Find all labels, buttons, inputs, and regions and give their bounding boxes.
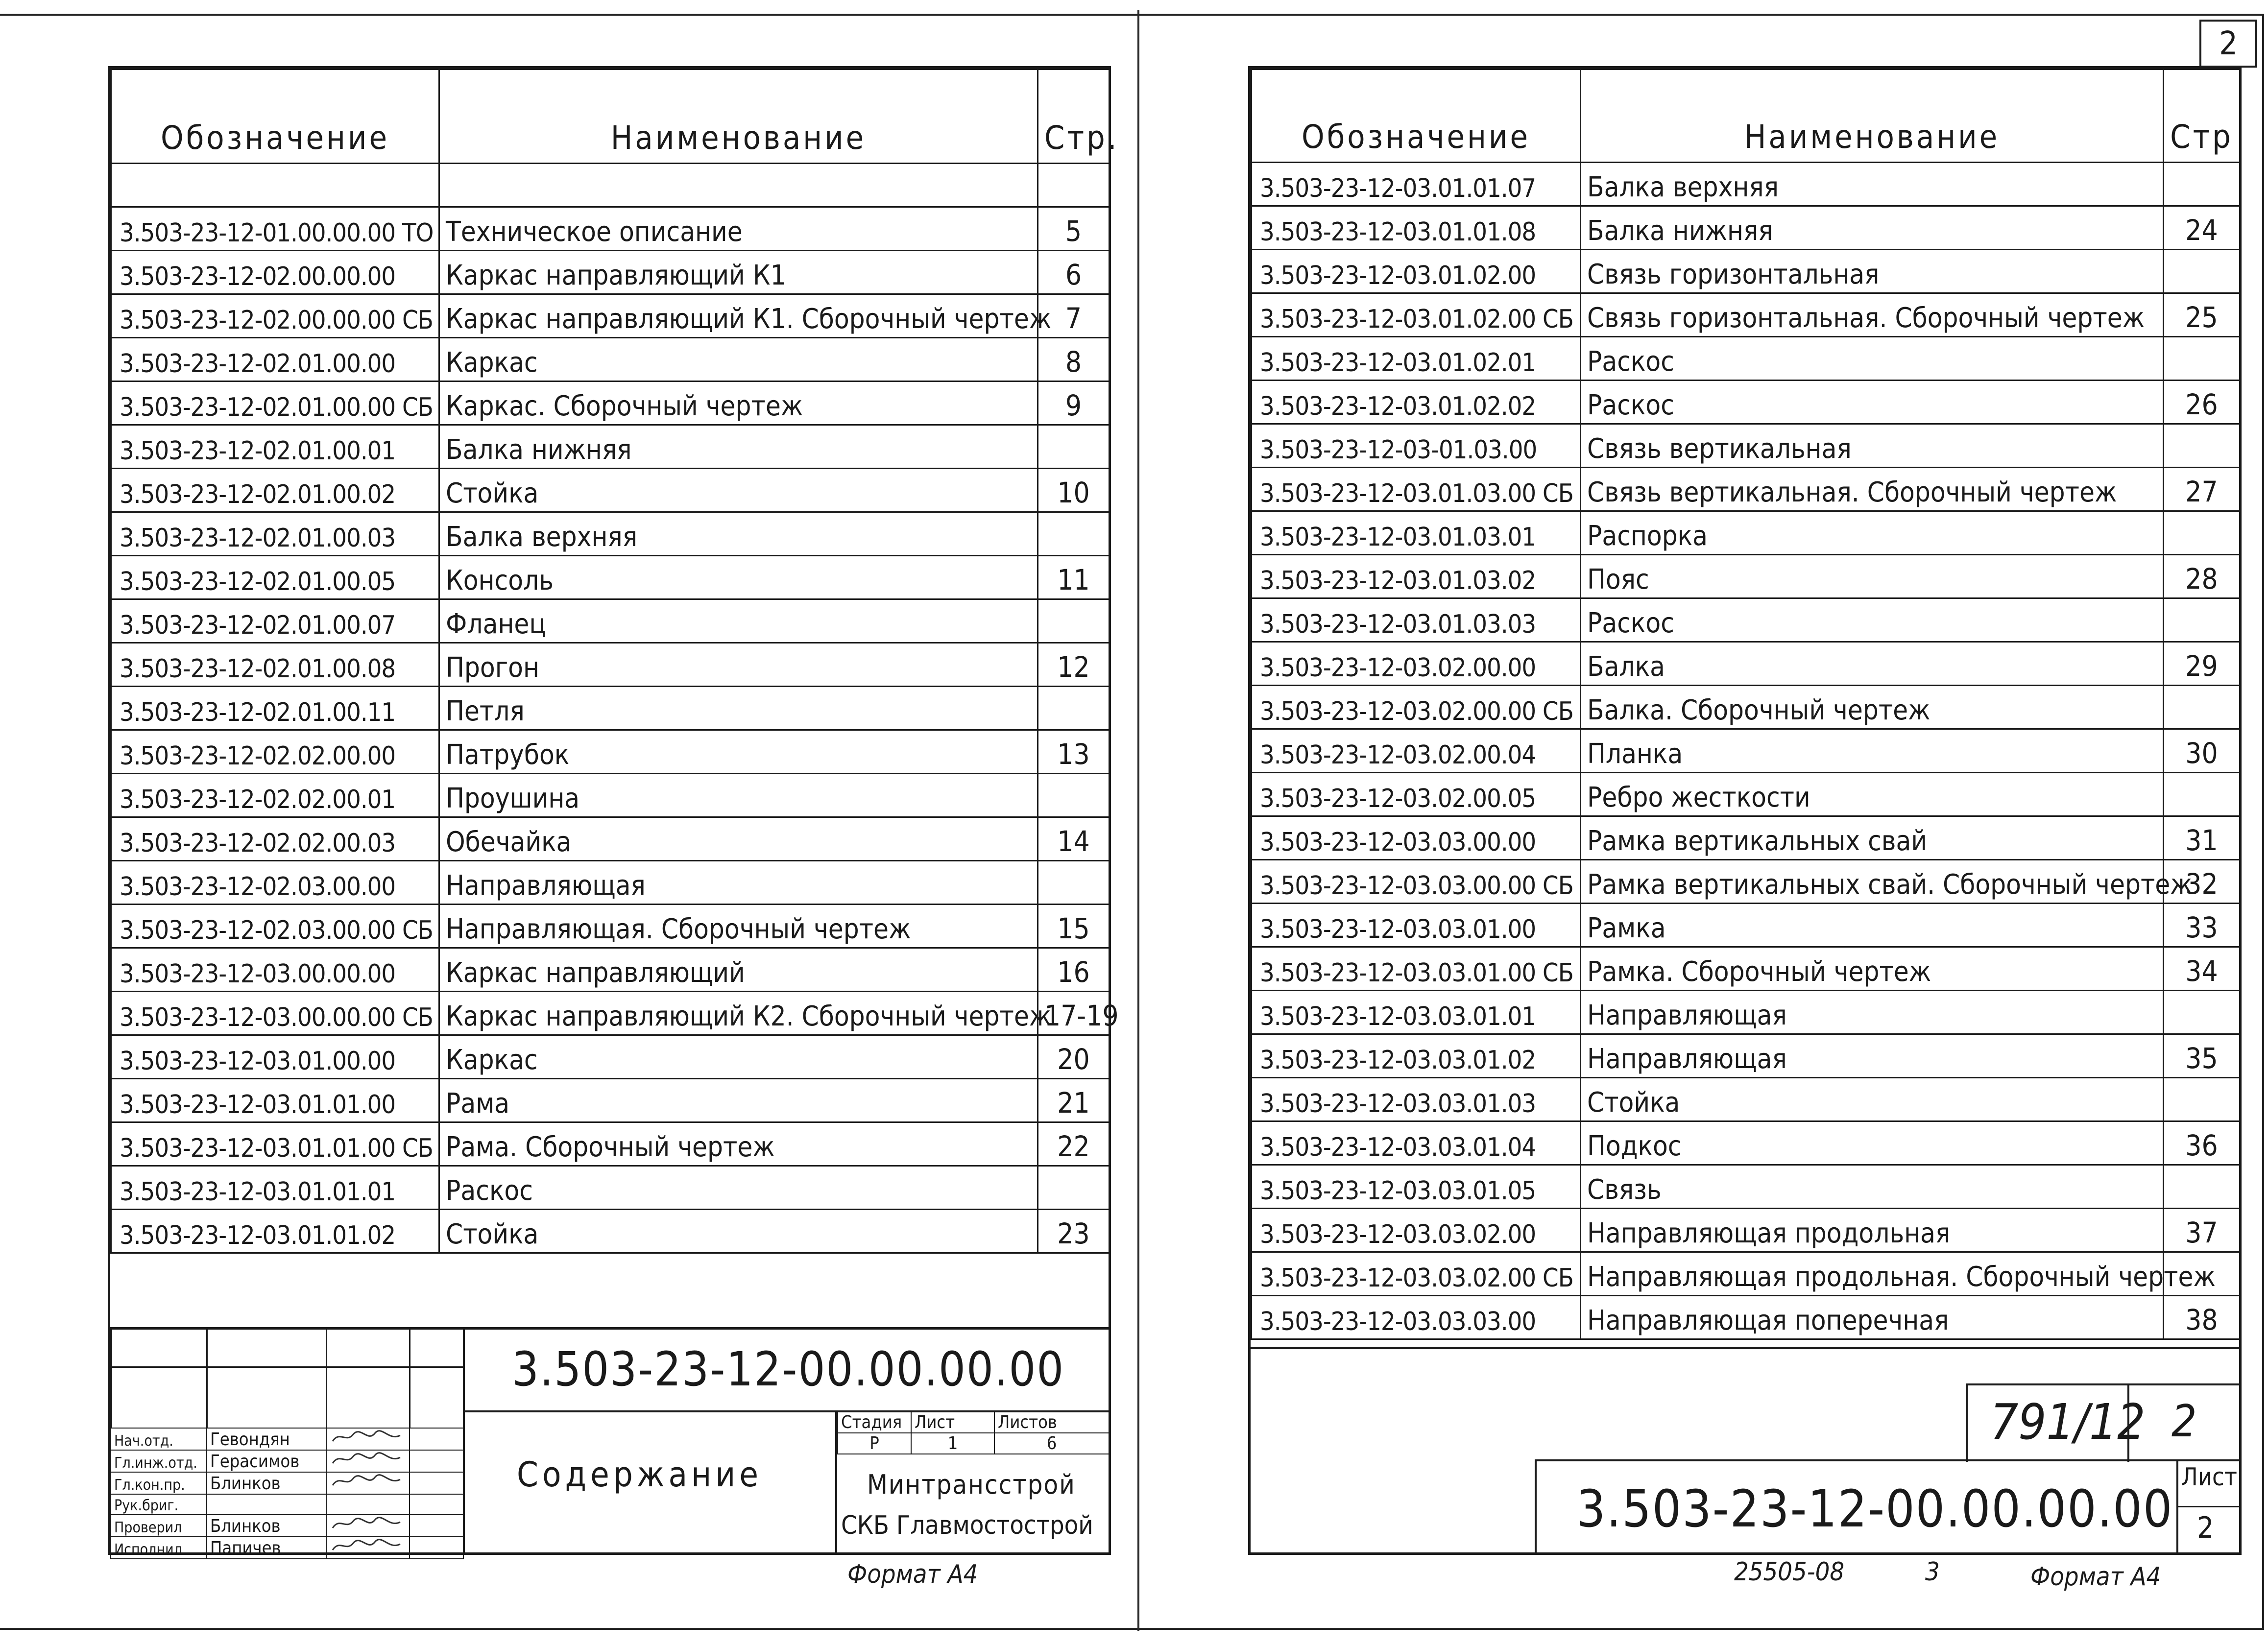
- row-name: Рама: [439, 1079, 1038, 1122]
- row-page: 22: [1038, 1122, 1110, 1166]
- table-row: [111, 861, 1110, 905]
- row-page: 29: [2164, 642, 2240, 686]
- row-page: [2164, 1078, 2240, 1121]
- corner-page-number: 2: [2199, 20, 2257, 68]
- role-label: Рук.бриг.: [111, 1494, 207, 1515]
- row-name: Каркас направляющий К1. Сборочный чертеж: [439, 294, 1038, 338]
- row-designation: 3.503-23-12-01.00.00.00 ТО: [111, 207, 439, 251]
- row-page: 7: [1038, 294, 1110, 338]
- signature-row: [111, 1515, 463, 1537]
- row-designation: 3.503-23-12-02.02.00.03: [111, 817, 439, 861]
- table-row: [111, 512, 1110, 556]
- row-name: Стойка: [439, 469, 1038, 512]
- role-label: Проверил: [111, 1515, 207, 1537]
- row-page: 36: [2164, 1121, 2240, 1165]
- row-designation: 3.503-23-12-03.01.02.00: [1252, 250, 1581, 293]
- row-page: 30: [2164, 729, 2240, 773]
- row-name: Проушина: [439, 774, 1038, 817]
- row-name: Каркас направляющий: [439, 948, 1038, 992]
- stage-value: Р: [838, 1433, 911, 1454]
- row-name: Балка нижняя: [439, 425, 1038, 469]
- table-row: [111, 599, 1110, 643]
- row-name: Ребро жесткости: [1581, 773, 2164, 816]
- row-page: 12: [1038, 643, 1110, 687]
- right-format-note: Формат А4: [2030, 1562, 2161, 1592]
- table-row: [1252, 511, 2240, 555]
- handwritten-signature: [330, 1473, 403, 1489]
- role-label: Исполнил: [111, 1537, 207, 1559]
- row-name: Фланец: [439, 599, 1038, 643]
- sheets-value: 6: [994, 1433, 1109, 1454]
- row-page: [2164, 250, 2240, 293]
- row-page: 27: [2164, 468, 2240, 511]
- row-name: Стойка: [1581, 1078, 2164, 1121]
- table-row: [1252, 250, 2240, 293]
- header-name: Наименование: [1581, 70, 2164, 163]
- stage-table: [837, 1411, 1110, 1454]
- stamp-divider: [1535, 1459, 2239, 1461]
- row-designation: 3.503-23-12-03.03.01.00: [1252, 904, 1581, 947]
- row-designation: 3.503-23-12-03.03.01.05: [1252, 1165, 1581, 1209]
- row-page: 8: [1038, 338, 1110, 381]
- row-designation: 3.503-23-12-03.03.02.00 СБ: [1252, 1252, 1581, 1296]
- date-cell: [410, 1537, 463, 1559]
- row-name: Связь вертикальная: [1581, 424, 2164, 468]
- row-name: Каркас. Сборочный чертеж: [439, 381, 1038, 425]
- row-designation: 3.503-23-12-03.01.01.01: [111, 1166, 439, 1210]
- stamp-divider: [1966, 1383, 2239, 1385]
- inventory-sheet: 2: [2171, 1396, 2197, 1447]
- row-name: Раскос: [1581, 381, 2164, 424]
- row-designation: 3.503-23-12-02.01.00.11: [111, 687, 439, 730]
- row-designation: 3.503-23-12-03.01.01.00: [111, 1079, 439, 1122]
- row-name: Раскос: [1581, 598, 2164, 642]
- role-label: Гл.инж.отд.: [111, 1450, 207, 1472]
- row-name: Связь вертикальная. Сборочный чертеж: [1581, 468, 2164, 511]
- table-row: [1252, 206, 2240, 250]
- row-designation: 3.503-23-12-02.01.00.05: [111, 556, 439, 599]
- row-page: 15: [1038, 905, 1110, 948]
- row-name: Направляющая продольная. Сборочный чертеж: [1581, 1252, 2164, 1296]
- table-row: [111, 730, 1110, 774]
- row-page: 17-19: [1038, 992, 1110, 1035]
- stamp-divider: [326, 1330, 327, 1428]
- row-name: Техническое описание: [439, 207, 1038, 251]
- org-bureau: СКБ Главмостострой: [841, 1511, 1093, 1540]
- row-designation: 3.503-23-12-03.03.03.00: [1252, 1296, 1581, 1339]
- row-designation: 3.503-23-12-02.02.00.01: [111, 774, 439, 817]
- table-row: [1252, 555, 2240, 598]
- row-page: 33: [2164, 904, 2240, 947]
- role-label: Нач.отд.: [111, 1428, 207, 1450]
- row-page: 24: [2164, 206, 2240, 250]
- table-row: [1252, 904, 2240, 947]
- table-row: [111, 164, 1110, 207]
- row-name: Распорка: [1581, 511, 2164, 555]
- stamp-divider: [2176, 1506, 2239, 1507]
- right-contents-sheet: [1248, 66, 2242, 1555]
- row-name: Консоль: [439, 556, 1038, 599]
- row-designation: 3.503-23-12-03.01.02.01: [1252, 337, 1581, 381]
- row-page: [1038, 774, 1110, 817]
- inventory-number: 791/12: [1990, 1393, 2146, 1451]
- row-name: Рама. Сборочный чертеж: [439, 1122, 1038, 1166]
- row-page: 10: [1038, 469, 1110, 512]
- row-name: Балка. Сборочный чертеж: [1581, 686, 2164, 729]
- row-designation: 3.503-23-12-02.01.00.07: [111, 599, 439, 643]
- row-name: Связь горизонтальная. Сборочный чертеж: [1581, 293, 2164, 337]
- row-name: Направляющая: [439, 861, 1038, 905]
- row-page: 32: [2164, 860, 2240, 904]
- sheet-label: Лист: [911, 1412, 994, 1433]
- row-name: Рамка: [1581, 904, 2164, 947]
- row-name: Балка верхняя: [1581, 163, 2164, 206]
- row-name: Направляющая поперечная: [1581, 1296, 2164, 1339]
- row-page: 28: [2164, 555, 2240, 598]
- table-row: [1252, 163, 2240, 206]
- row-designation: 3.503-23-12-02.00.00.00 СБ: [111, 294, 439, 338]
- row-designation: 3.503-23-12-03.00.00.00 СБ: [111, 992, 439, 1035]
- signature-mark: [326, 1515, 410, 1537]
- row-name: Направляющая. Сборочный чертеж: [439, 905, 1038, 948]
- stamp-divider: [1966, 1383, 1968, 1462]
- row-name: Каркас направляющий К2. Сборочный чертеж: [439, 992, 1038, 1035]
- row-name: Подкос: [1581, 1121, 2164, 1165]
- role-person: Папичев: [207, 1537, 326, 1559]
- stamp-divider: [206, 1330, 208, 1428]
- row-page: 9: [1038, 381, 1110, 425]
- stamp-divider: [110, 1366, 463, 1368]
- left-contents-sheet: [108, 66, 1119, 1558]
- row-designation: 3.503-23-12-03.01.03.02: [1252, 555, 1581, 598]
- bottom-mid-number: 3: [1925, 1557, 1940, 1587]
- signature-row: [111, 1428, 463, 1450]
- row-name: Каркас: [439, 338, 1038, 381]
- row-designation: 3.503-23-12-02.01.00.02: [111, 469, 439, 512]
- row-name: Каркас направляющий К1: [439, 251, 1038, 294]
- row-page: 20: [1038, 1035, 1110, 1079]
- role-person: Гевондян: [207, 1428, 326, 1450]
- row-page: 21: [1038, 1079, 1110, 1122]
- table-row: [111, 338, 1110, 381]
- row-name: Связь: [1581, 1165, 2164, 1209]
- table-row: [1252, 424, 2240, 468]
- table-row: [1252, 729, 2240, 773]
- signature-mark: [326, 1537, 410, 1559]
- row-page: 5: [1038, 207, 1110, 251]
- row-designation: 3.503-23-12-03.01.01.08: [1252, 206, 1581, 250]
- row-name: Рамка. Сборочный чертеж: [1581, 947, 2164, 991]
- table-row: [111, 1210, 1110, 1253]
- row-page: 38: [2164, 1296, 2240, 1339]
- row-name: Раскос: [439, 1166, 1038, 1210]
- table-row: [1252, 1252, 2240, 1296]
- row-name: Балка верхняя: [439, 512, 1038, 556]
- stamp-divider: [1535, 1459, 1537, 1555]
- table-row: [111, 556, 1110, 599]
- table-row: [111, 774, 1110, 817]
- row-page: 23: [1038, 1210, 1110, 1253]
- signature-mark: [326, 1428, 410, 1450]
- row-designation: 3.503-23-12-03.01.01.07: [1252, 163, 1581, 206]
- row-page: [1038, 861, 1110, 905]
- table-row: [111, 381, 1110, 425]
- row-page: [1038, 164, 1110, 207]
- row-name: Петля: [439, 687, 1038, 730]
- row-page: [1038, 687, 1110, 730]
- signature-row: [111, 1450, 463, 1472]
- row-designation: 3.503-23-12-03.02.00.05: [1252, 773, 1581, 816]
- table-row: [1252, 642, 2240, 686]
- table-row: [1252, 773, 2240, 816]
- right-sheet-value: 2: [2197, 1511, 2214, 1545]
- header-page: Стр: [2164, 70, 2240, 163]
- row-page: [2164, 424, 2240, 468]
- table-row: [1252, 381, 2240, 424]
- row-name: Раскос: [1581, 337, 2164, 381]
- table-row: [111, 469, 1110, 512]
- row-name: Стойка: [439, 1210, 1038, 1253]
- row-name: Каркас: [439, 1035, 1038, 1079]
- row-designation: 3.503-23-12-03.01.01.02: [111, 1210, 439, 1253]
- row-designation: 3.503-23-12-03.01.01.00 СБ: [111, 1122, 439, 1166]
- date-cell: [410, 1450, 463, 1472]
- row-page: [1038, 599, 1110, 643]
- table-row: [111, 1035, 1110, 1079]
- row-designation: 3.503-23-12-03.03.00.00 СБ: [1252, 860, 1581, 904]
- row-designation: 3.503-23-12-03-01.03.00: [1252, 424, 1581, 468]
- role-label: Гл.кон.пр.: [111, 1472, 207, 1494]
- role-person: Блинков: [207, 1515, 326, 1537]
- table-row: [111, 905, 1110, 948]
- row-page: 31: [2164, 816, 2240, 860]
- row-page: 25: [2164, 293, 2240, 337]
- row-name: Связь горизонтальная: [1581, 250, 2164, 293]
- row-designation: 3.503-23-12-03.01.03.00 СБ: [1252, 468, 1581, 511]
- table-row: [1252, 1296, 2240, 1339]
- table-row: [111, 207, 1110, 251]
- row-page: 35: [2164, 1034, 2240, 1078]
- table-row: [1252, 598, 2240, 642]
- header-designation: Обозначение: [111, 70, 439, 164]
- row-designation: 3.503-23-12-03.03.01.04: [1252, 1121, 1581, 1165]
- row-page: [2164, 1165, 2240, 1209]
- signature-row: [111, 1472, 463, 1494]
- row-page: [2164, 337, 2240, 381]
- date-cell: [410, 1428, 463, 1450]
- row-page: 37: [2164, 1209, 2240, 1252]
- row-page: [1038, 425, 1110, 469]
- table-row: [111, 425, 1110, 469]
- row-designation: 3.503-23-12-02.01.00.00: [111, 338, 439, 381]
- handwritten-signature: [330, 1429, 403, 1445]
- table-row: [111, 294, 1110, 338]
- handwritten-signature: [330, 1515, 403, 1532]
- table-row: [1252, 1121, 2240, 1165]
- left-contents-table: [110, 69, 1119, 1254]
- signature-mark: [326, 1472, 410, 1494]
- left-title-block: [110, 1327, 1109, 1558]
- page-fold: [1137, 10, 1139, 1631]
- row-page: 11: [1038, 556, 1110, 599]
- row-designation: 3.503-23-12-03.01.03.03: [1252, 598, 1581, 642]
- row-page: 13: [1038, 730, 1110, 774]
- left-doc-title: Содержание: [517, 1454, 762, 1495]
- table-row: [1252, 1209, 2240, 1252]
- table-row: [111, 687, 1110, 730]
- row-designation: 3.503-23-12-02.03.00.00: [111, 861, 439, 905]
- row-designation: 3.503-23-12-02.03.00.00 СБ: [111, 905, 439, 948]
- header-name: Наименование: [439, 70, 1038, 164]
- row-page: [2164, 773, 2240, 816]
- row-name: Направляющая: [1581, 1034, 2164, 1078]
- row-designation: 3.503-23-12-03.03.01.03: [1252, 1078, 1581, 1121]
- signature-mark: [326, 1494, 410, 1515]
- row-designation: 3.503-23-12-03.01.02.00 СБ: [1252, 293, 1581, 337]
- table-row: [111, 1166, 1110, 1210]
- stamp-divider: [409, 1330, 410, 1428]
- row-designation: 3.503-23-12-02.01.00.03: [111, 512, 439, 556]
- row-designation: 3.503-23-12-02.01.00.01: [111, 425, 439, 469]
- sheets-label: Листов: [994, 1412, 1109, 1433]
- right-sheet-label: Лист: [2181, 1463, 2237, 1491]
- row-name: Планка: [1581, 729, 2164, 773]
- row-name: [439, 164, 1038, 207]
- row-name: Балка: [1581, 642, 2164, 686]
- row-page: 14: [1038, 817, 1110, 861]
- handwritten-signature: [330, 1451, 403, 1467]
- row-name: Патрубок: [439, 730, 1038, 774]
- date-cell: [410, 1515, 463, 1537]
- table-row: [111, 251, 1110, 294]
- row-designation: [111, 164, 439, 207]
- table-row: [111, 1079, 1110, 1122]
- table-row: [1252, 860, 2240, 904]
- row-page: 26: [2164, 381, 2240, 424]
- row-designation: 3.503-23-12-03.03.01.02: [1252, 1034, 1581, 1078]
- signature-row: [111, 1494, 463, 1515]
- row-designation: 3.503-23-12-02.00.00.00: [111, 251, 439, 294]
- stamp-divider: [110, 1330, 112, 1428]
- table-row: [1252, 337, 2240, 381]
- row-page: 34: [2164, 947, 2240, 991]
- row-page: 16: [1038, 948, 1110, 992]
- header-page: Стр.: [1038, 70, 1110, 164]
- table-row: [1252, 468, 2240, 511]
- handwritten-signature: [330, 1537, 403, 1554]
- row-page: [1038, 512, 1110, 556]
- table-row: [1252, 1078, 2240, 1121]
- table-row: [111, 643, 1110, 687]
- date-cell: [410, 1472, 463, 1494]
- role-person: Герасимов: [207, 1450, 326, 1472]
- row-designation: 3.503-23-12-03.03.00.00: [1252, 816, 1581, 860]
- header-designation: Обозначение: [1252, 70, 1581, 163]
- row-name: Направляющая продольная: [1581, 1209, 2164, 1252]
- table-row: [111, 948, 1110, 992]
- right-contents-table: [1251, 69, 2241, 1340]
- row-designation: 3.503-23-12-02.01.00.08: [111, 643, 439, 687]
- right-doc-code: 3.503-23-12-00.00.00.00: [1576, 1479, 2173, 1539]
- row-name: Рамка вертикальных свай. Сборочный чертеж: [1581, 860, 2164, 904]
- row-page: [2164, 991, 2240, 1034]
- role-person: Блинков: [207, 1472, 326, 1494]
- row-designation: 3.503-23-12-03.02.00.00 СБ: [1252, 686, 1581, 729]
- table-row: [111, 817, 1110, 861]
- row-name: Рамка вертикальных свай: [1581, 816, 2164, 860]
- row-name: Прогон: [439, 643, 1038, 687]
- row-name: Обечайка: [439, 817, 1038, 861]
- bottom-archive-number: 25505-08: [1734, 1557, 1845, 1587]
- role-person: [207, 1494, 326, 1515]
- table-row: [1252, 991, 2240, 1034]
- table-row: [1252, 947, 2240, 991]
- row-page: [2164, 686, 2240, 729]
- row-designation: 3.503-23-12-03.03.02.00: [1252, 1209, 1581, 1252]
- row-name: Пояс: [1581, 555, 2164, 598]
- left-format-note: Формат А4: [847, 1560, 978, 1589]
- right-title-block: [1251, 1347, 2239, 1555]
- row-designation: 3.503-23-12-03.02.00.00: [1252, 642, 1581, 686]
- row-designation: 3.503-23-12-03.03.01.00 СБ: [1252, 947, 1581, 991]
- table-row: [111, 1122, 1110, 1166]
- left-doc-code: 3.503-23-12-00.00.00.00: [512, 1342, 1065, 1397]
- row-designation: 3.503-23-12-02.02.00.00: [111, 730, 439, 774]
- row-name: Балка нижняя: [1581, 206, 2164, 250]
- row-page: 6: [1038, 251, 1110, 294]
- org-ministry: Минтрансстрой: [867, 1469, 1076, 1500]
- row-designation: 3.503-23-12-03.03.01.01: [1252, 991, 1581, 1034]
- row-page: [2164, 511, 2240, 555]
- signature-row: [111, 1537, 463, 1559]
- table-row: [111, 992, 1110, 1035]
- row-designation: 3.503-23-12-03.02.00.04: [1252, 729, 1581, 773]
- date-cell: [410, 1494, 463, 1515]
- row-designation: 3.503-23-12-02.01.00.00 СБ: [111, 381, 439, 425]
- row-designation: 3.503-23-12-03.00.00.00: [111, 948, 439, 992]
- signature-mark: [326, 1450, 410, 1472]
- table-row: [1252, 686, 2240, 729]
- table-row: [1252, 816, 2240, 860]
- sheet-value: 1: [911, 1433, 994, 1454]
- row-name: Направляющая: [1581, 991, 2164, 1034]
- roles-table: [110, 1428, 464, 1559]
- stage-label: Стадия: [838, 1412, 911, 1433]
- row-page: [2164, 163, 2240, 206]
- table-row: [1252, 1034, 2240, 1078]
- row-designation: 3.503-23-12-03.01.00.00: [111, 1035, 439, 1079]
- row-page: [1038, 1166, 1110, 1210]
- table-row: [1252, 1165, 2240, 1209]
- table-row: [1252, 293, 2240, 337]
- row-designation: 3.503-23-12-03.01.03.01: [1252, 511, 1581, 555]
- row-page: [2164, 598, 2240, 642]
- row-designation: 3.503-23-12-03.01.02.02: [1252, 381, 1581, 424]
